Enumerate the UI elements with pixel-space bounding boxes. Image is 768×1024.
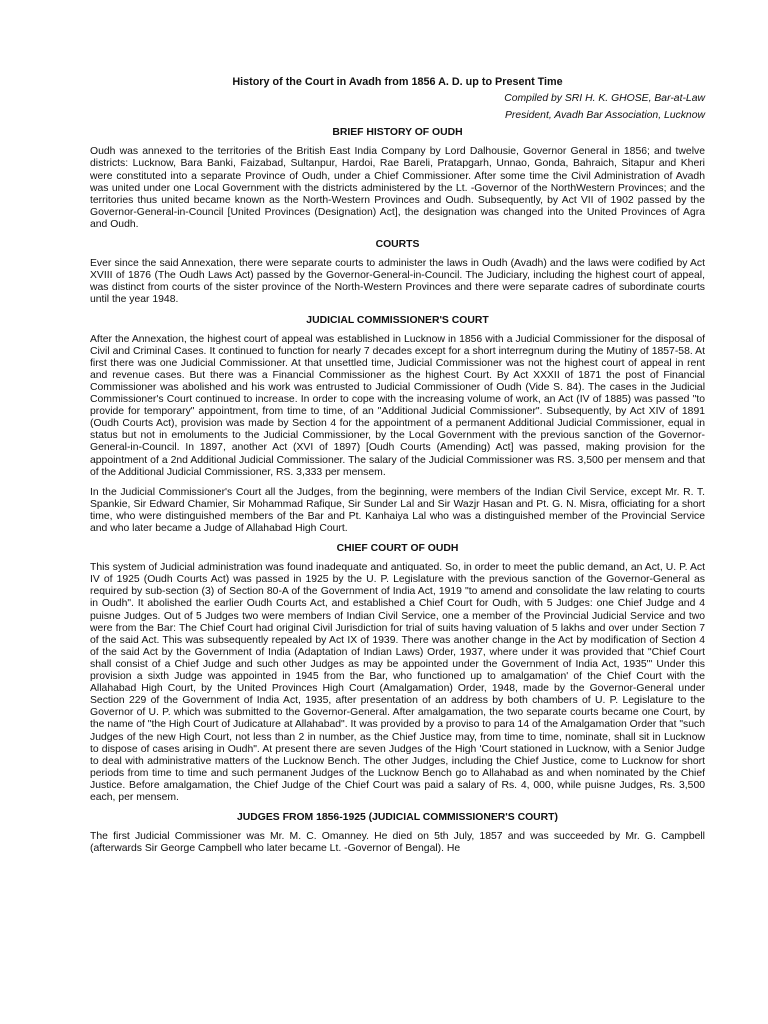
section-brief-history: [90, 127, 705, 231]
paragraph: The first Judicial Commissioner was Mr. M. C. Omanney. He died on 5th July, 1857 and was succeeded by Mr. G. Campbell (afterwards Sir George Campbell who later became Lt. -Governor of Bengal). He: [90, 831, 705, 855]
section-judges-1856-1925: [90, 812, 705, 855]
paragraph: In the Judicial Commissioner's Court all the Judges, from the beginning, were members of the Indian Civil Service, except Mr. R. T. Spankie, Sir Edward Chamier, Sir Mohammad Rafique, Sir Sunder Lal and Sir Wazjr Hasan and Pt. G. N. Misra, officiating for a short time, who were distinguished members of the Bar and Pt. Kanhaiya Lal who was a distinguished member of the Provincial Service and who later became a Judge of Allahabad High Court.: [90, 486, 705, 534]
compiler-name: Compiled by SRI H. K. GHOSE, Bar-at-Law: [504, 93, 705, 105]
section-heading: JUDICIAL COMMISSIONER'S COURT: [306, 314, 489, 326]
section-heading: JUDGES FROM 1856-1925 (JUDICIAL COMMISSIONER'S COURT): [237, 812, 558, 824]
section-heading: CHIEF COURT OF OUDH: [336, 543, 459, 555]
document-page: [90, 76, 705, 863]
paragraph: After the Annexation, the highest court of appeal was established in Lucknow in 1856 with a Judicial Commissioner for the disposal of Civil and Criminal Cases. It continued to function for nearly 7 decades except for a short interregnum during the Mutiny of 1857-58. At first there was one Judicial Commissioner. At that unsettled time, Judicial Commissioner was not the highest court of appeal in rent and revenue cases. But there was a Financial Commissioner as the highest Court. By Act XXXII of 1871 the post of Financial Commissioner was abolished and his work was entrusted to Judicial Commissioner of Oudh (Vide S. 84). The cases in the Judicial Commissioner's Court continued to increase. In order to cope with the increasing volume of work, an Act (IV of 1885) was passed "to provide for temporary" appointment, from time to time, of an "Additional Judicial Commissioner". Subsequently, by Act XIV of 1891 (Oudh Courts Act), provision was made by Section 4 for the appointment of a permanent Additional Judicial Commissioner, equal in status but not in emoluments to the Judicial Commissioner, by the Local Government with the previous sanction of the Governor-General-in-Council. In 1897, another Act (XVI of 1897) [Oudh Courts (Amending) Act] was passed, making provision for the appointment of a 2nd Additional Judicial Commissioner. The salary of the Judicial Commissioner was RS. 3,500 per mensem and that of the Additional Judicial Commissioner, RS. 3,333 per mensem.: [90, 333, 705, 478]
paragraph: Ever since the said Annexation, there were separate courts to administer the laws in Oudh (Avadh) and the laws were codified by Act XVIII of 1876 (The Oudh Laws Act) passed by the Governor-General-in-Council. The Judiciary, including the highest court of appeal, was distinct from courts of the sister province of the North-Western Provinces and there were separate cadres of subordinate courts until the year 1948.: [90, 258, 705, 306]
section-chief-court-of-oudh: [90, 543, 705, 804]
document-title: History of the Court in Avadh from 1856 A. D. up to Present Time: [232, 76, 563, 88]
section-heading: COURTS: [375, 239, 420, 251]
section-courts: [90, 239, 705, 306]
paragraph: This system of Judicial administration was found inadequate and antiquated. So, in order to meet the public demand, an Act, U. P. Act IV of 1925 (Oudh Courts Act) was passed in 1925 by the U. P. Legislature with the previous sanction of the Governor-General as required by sub-section (3) of Section 80-A of the Government of India Act, 1919 "to amend and consolidate the law relating to courts in Oudh". It abolished the earlier Oudh Courts Act, and established a Chief Court for Oudh, with 5 Judges: one Chief Judge and 4 puisne Judges. Out of 5 Judges two were members of Indian Civil Service, one a member of the Provincial Judicial Service and two were from the Bar: The Chief Court had original Civil Jurisdiction for trial of suits having valuation of 5 lakhs and over under Section 7 of the said Act. This was subsequently repealed by Act IX of 1939. There was another change in the Act by modification of Section 4 of the said Act by the Government of India (Adaptation of Indian Laws) Order, 1937, where under it was provided that "Chief Court shall consist of a Chief Judge and such other Judges as may be appointed under the Government of India Act, 1935"' Under this provision a sixth Judge was appointed in 1945 from the Bar, who functioned up to amalgamation' of the Chief Court with the Allahabad High Court, by the United Provinces High Court (Amalgamation) Order, 1948, made by the Governor-General under Section 229 of the Government of India Act, 1935, after presentation of an address by both chambers of U. P. Legislature to the Governor of U. P. which was submitted to the Governor-General. After amalgamation, the two separate courts became one Court, by the name of "the High Court of Judicature at Allahabad". It was provided by a proviso to para 14 of the Amalgamation Order that "such Judges of the new High Court, not less than 2 in number, as the Chief Justice may, from time to time, nominate, shall sit in Lucknow to dispose of cases arising in Oudh". At present there are seven Judges of the High 'Court stationed in Lucknow, with a Senior Judge to deal with administrative matters of the Lucknow Bench. The other Judges, including the Chief Justice, come to Lucknow for short periods from time to time and such permanent Judges of the Lucknow Bench go to Allahabad as and when nominated by the Chief Justice. Before amalgamation, the Chief Judge of the Chief Court was paid a salary of Rs. 4, 000, while puisne Judges, Rs. 3,500 each, per mensem.: [90, 562, 705, 803]
section-judicial-commissioners-court: [90, 315, 705, 536]
compiler-position: President, Avadh Bar Association, Lucknow: [504, 110, 705, 122]
section-heading: BRIEF HISTORY OF OUDH: [332, 127, 463, 139]
paragraph: Oudh was annexed to the territories of the British East India Company by Lord Dalhousie, Governor General in 1856; and twelve districts: Lucknow, Bara Banki, Faizabad, Sultanpur, Hardoi, Rae Bareli, Pratapgarh, Unnao, Gonda, Bahraich, Sitapur and Kheri were constituted into a separate Province of Oudh, under a Chief Commissioner. After some time the Civil Administration of Avadh was united under one Local Government with the districts administered by the Lt. -Governor of the NorthWestern Provinces; and the territories thus united became known as the North-Western Provinces and Oudh. Subsequently, by Act VII of 1902 passed by the Governor-General-in-Council [United Provinces (Designation) Act], the designation was changed into the United Provinces of Agra and Oudh.: [90, 146, 705, 230]
